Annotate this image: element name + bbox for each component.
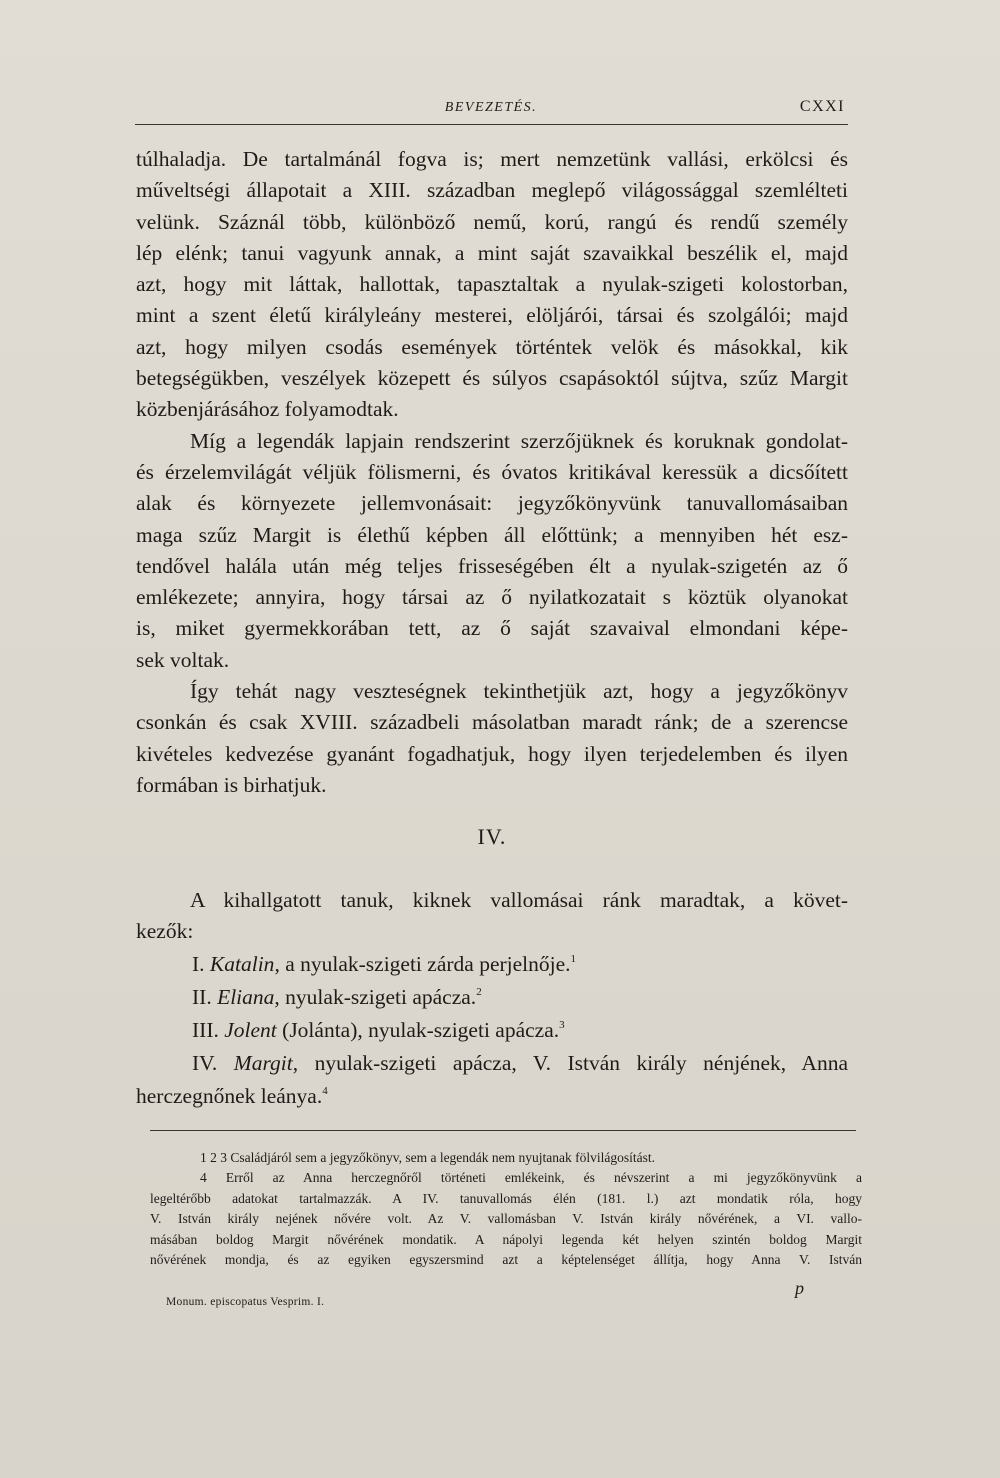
text-line: sek voltak. xyxy=(136,647,230,672)
text-line: közbenjárásához folyamodtak. xyxy=(136,397,399,422)
witness-numeral: I. xyxy=(192,951,205,976)
witness-name: Jolent xyxy=(224,1017,277,1042)
text-line: alak és környezete jellemvonásait: jegyzőkönyvünk tanuvallomásaiban xyxy=(136,491,848,516)
text-line: műveltségi állapotait a XIII. században meglepő világossággal szemlélteti xyxy=(136,178,848,203)
footnote-line: 1 2 3 Családjáról sem a jegyzőkönyv, sem a legendák nem nyujtanak fölvilágosítást. xyxy=(200,1150,656,1165)
footnote-line: legeltérőbb adatokat tartalmazzák. A IV. tanuvallomás élén (181. l.) azt mondatik róla, hogy xyxy=(150,1190,862,1206)
text-line: emlékezete; annyira, hogy társai az ő nyilatkozatait s köztük olyanokat xyxy=(136,585,848,610)
witness-name: Katalin xyxy=(209,951,275,976)
witness-item xyxy=(136,1015,848,1048)
footnote-ref: 3 xyxy=(559,1018,565,1031)
witness-description: , a nyulak-szigeti zárda perjelnője. xyxy=(274,951,571,976)
witness-continuation: herczegnőnek leánya. xyxy=(136,1083,323,1108)
section-text xyxy=(136,885,848,1112)
witness-name: Margit xyxy=(233,1050,293,1075)
text-line: maga szűz Margit is élethű képben áll előttünk; a mennyiben hét esz- xyxy=(136,522,848,547)
main-text xyxy=(136,144,848,801)
footnote-ref: 2 xyxy=(476,985,482,998)
header-rule xyxy=(135,124,848,125)
page-number: CXXI xyxy=(799,98,845,115)
text-line: túlhaladja. De tartalmánál fogva is; mert nemzetünk vallási, erkölcsi és xyxy=(136,147,848,171)
witness-numeral: IV. xyxy=(192,1050,218,1075)
footnote-rule xyxy=(150,1130,856,1131)
imprint-line: Monum. episcopatus Vesprim. I. xyxy=(166,1296,325,1308)
witness-numeral: II. xyxy=(192,984,212,1009)
text-line: és érzelemvilágát véljük fölismerni, és óvatos kritikával keressük a dicsőített xyxy=(136,459,848,484)
text-line: formában is birhatjuk. xyxy=(136,772,327,797)
text-line: kezők: xyxy=(136,919,194,944)
witness-item xyxy=(136,1048,848,1081)
witness-description: , nyulak-szigeti apácza. xyxy=(274,984,477,1009)
witness-name: Eliana xyxy=(217,984,275,1009)
footnote-line: V. István király nejének nővére volt. Az V. vallomásban V. István király nővérének, a VI. vallo- xyxy=(150,1211,862,1227)
footnote-ref: 1 xyxy=(570,952,577,965)
text-line: velünk. Száznál több, különböző nemű, korú, rangú és rendű személy xyxy=(136,209,848,234)
text-line: azt, hogy milyen csodás események történtek velök és másokkal, kik xyxy=(136,334,848,359)
witness-description: , nyulak-szigeti apácza, V. István király nénjének, Anna xyxy=(292,1050,848,1075)
text-line: csonkán és csak XVIII. századbeli másolatban maradt ránk; de a szerencse xyxy=(136,710,848,735)
witness-item xyxy=(136,949,848,982)
running-head xyxy=(135,92,847,122)
footnote-line: másában boldog Margit nővérének mondatik. A nápolyi legenda két helyen szintén boldog Margit xyxy=(150,1231,862,1247)
text-line: kivételes kedvezése gyanánt fogadhatjuk, hogy ilyen terjedelemben és ilyen xyxy=(136,741,848,766)
text-line: Így tehát nagy veszteségnek tekinthetjük azt, hogy a jegyzőkönyv xyxy=(190,679,848,704)
text-line: is, miket gyermekkorában tett, az ő saját szavaival elmondani képe- xyxy=(136,616,848,641)
signature-mark: p xyxy=(795,1278,804,1298)
footnote-line: 4 Erről az Anna herczegnőről történeti emlékeink, és névszerint a mi jegyzőkönyvünk a xyxy=(200,1170,862,1186)
text-line: A kihallgatott tanuk, kiknek vallomásai ránk maradtak, a követ- xyxy=(190,888,848,912)
text-line: azt, hogy mit láttak, hallottak, tapasztaltak a nyulak-szigeti kolostorban, xyxy=(136,272,848,297)
footnotes xyxy=(150,1148,862,1270)
text-line: mint a szent életű királyleány mesterei, elöljárói, társai és szolgálói; majd xyxy=(136,303,848,328)
footnote-ref: 4 xyxy=(322,1084,328,1097)
section-heading: IV. xyxy=(477,824,507,849)
text-line: tendővel halála után még teljes frisseségében élt a nyulak-szigetén az ő xyxy=(136,553,848,578)
footnote-line: nővérének mondja, és az egyiken egyszersmind azt a képtelenséget állítja, hogy Anna V. István xyxy=(150,1252,862,1268)
witness-item xyxy=(136,982,848,1015)
witness-numeral: III. xyxy=(192,1017,219,1042)
text-line: lép elénk; tanui vagyunk annak, a mint saját szavaikkal beszélik el, majd xyxy=(136,240,848,265)
witness-description: (Jolánta), nyulak-szigeti apácza. xyxy=(276,1017,560,1042)
text-line xyxy=(136,1081,848,1112)
running-title: BEVEZETÉS. xyxy=(444,100,538,115)
text-line: Míg a legendák lapjain rendszerint szerzőjüknek és koruknak gondolat- xyxy=(190,428,848,453)
text-line: betegségükben, veszélyek közepett és súlyos csapásoktól sújtva, szűz Margit xyxy=(136,366,848,391)
